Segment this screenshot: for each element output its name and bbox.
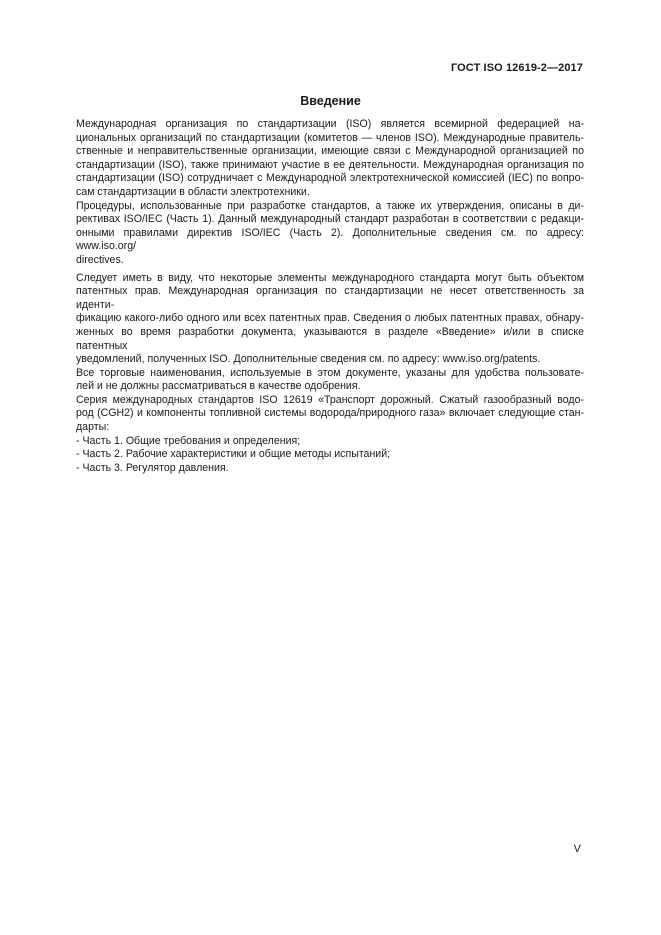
parts-list	[76, 435, 584, 476]
text-line: дарты:	[76, 421, 110, 434]
text-line: онными правилами директив ISO/IEC (Часть 2). Дополнительные сведения см. по адресу: www.iso.org/	[76, 226, 584, 253]
text-line: Процедуры, использованные при разработке стандартов, а также их утверждения, описаны в ди-	[76, 199, 584, 212]
text-line: уведомлений, полученных ISO. Дополнительные сведения см. по адресу: www.iso.org/patents.	[76, 353, 541, 366]
paragraph-iso-intro	[76, 118, 584, 200]
list-item: - Часть 1. Общие требования и определения;	[76, 434, 301, 447]
paragraph-procedures	[76, 200, 584, 268]
list-item: - Часть 3. Регулятор давления.	[76, 461, 229, 474]
text-line: ственные и неправительственные организации, имеющие связи с Международной организацией по	[76, 145, 584, 158]
paragraph-series	[76, 394, 584, 435]
text-line: Следует иметь в виду, что некоторые элементы международного стандарта могут быть объектом	[76, 271, 584, 284]
section-title: Введение	[300, 94, 361, 108]
text-line: Все торговые наименования, используемые в этом документе, указаны для удобства пользовате-	[76, 366, 584, 379]
paragraph-patents	[76, 272, 584, 367]
document-code: ГОСТ ISO 12619-2—2017	[450, 62, 583, 74]
text-line: патентных прав. Международная организация по стандартизации не несет ответственность за иденти-	[76, 285, 584, 311]
page-number: V	[573, 843, 581, 855]
text-line: directives.	[76, 253, 124, 266]
body-text	[76, 118, 584, 475]
text-line: стандартизации (ISO), также принимают участие в ее деятельности. Международная организация по	[76, 158, 584, 171]
text-line: циональных организаций по стандартизации (комитетов — членов ISO). Международные правитель-	[76, 131, 584, 144]
text-line: лей и не должны рассматриваться в качестве одобрения.	[76, 380, 361, 393]
text-line: рективах ISO/IEC (Часть 1). Данный международный стандарт разработан в соответствии с редакци-	[76, 213, 584, 226]
text-line: Международная организация по стандартизации (ISO) является всемирной федерацией на-	[76, 118, 584, 130]
text-line: род (CGH2) и компоненты топливной системы водорода/природного газа» включает следующие стан-	[76, 407, 584, 420]
text-line: фикацию какого-либо одного или всех патентных прав. Сведения о любых патентных правах, обнару-	[76, 312, 584, 325]
paragraph-trade-names	[76, 367, 584, 394]
text-line: женных во время разработки документа, указываются в разделе «Введение» и/или в списке патентных	[76, 325, 584, 352]
text-line: сам стандартизации в области электротехники.	[76, 185, 310, 198]
list-item: - Часть 2. Рабочие характеристики и общие методы испытаний;	[76, 448, 391, 461]
text-line: стандартизации (ISO) сотрудничает с Международной электротехнической комиссией (IEC) по вопро-	[76, 172, 584, 185]
text-line: Серия международных стандартов ISO 12619 «Транспорт дорожный. Сжатый газообразный водо-	[76, 393, 584, 406]
